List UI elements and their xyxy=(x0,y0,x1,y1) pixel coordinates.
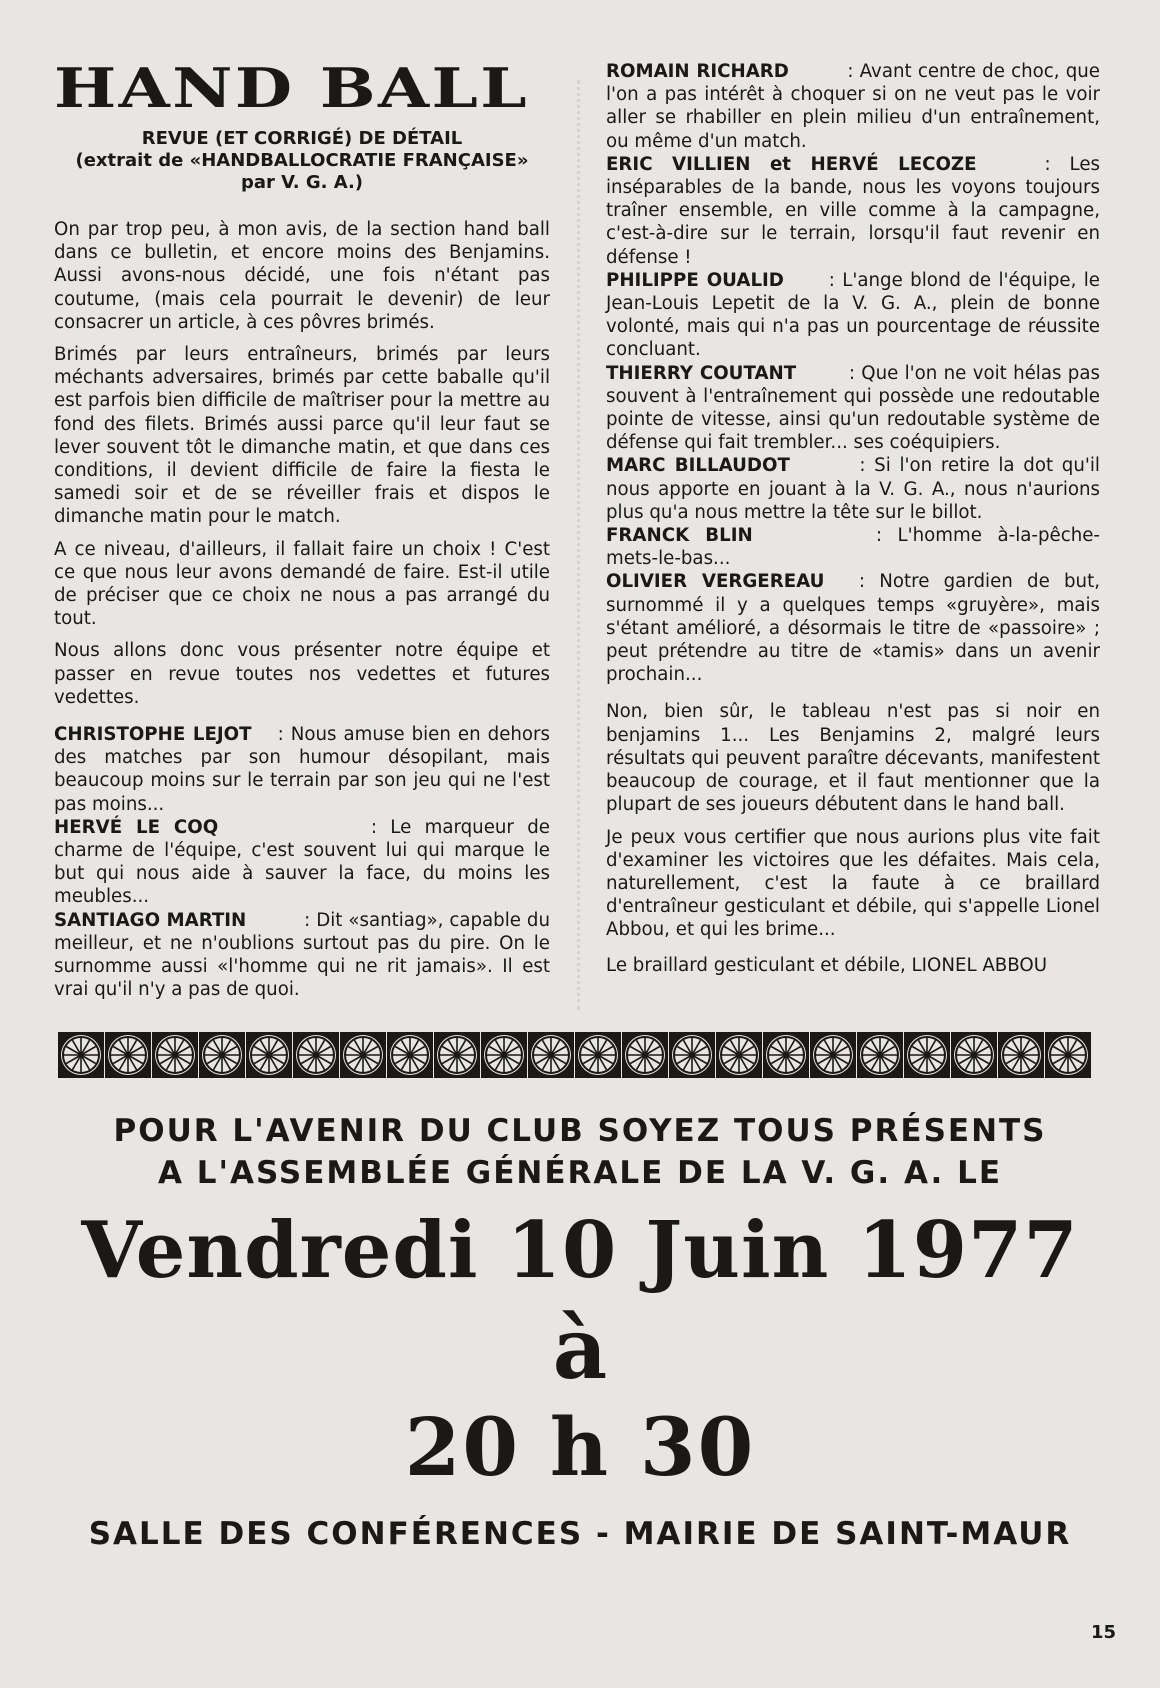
article-title: HAND BALL xyxy=(54,56,530,120)
player-description: : Notre gardien de but, surnommé il y a quelques temps «gruyère», mais s'étant amélioré, a désormais le titre de «passoire» ; peut prétendre au titre de «tamis» dans un avenir prochain... xyxy=(606,571,1100,686)
subtitle-line: (extrait de «HANDBALLOCRATIE FRANÇAISE» xyxy=(75,150,529,171)
wheel-icon xyxy=(716,1032,762,1078)
player-description: : Avant centre de choc, que l'on a pas intérêt à choquer si on ne veut pas le voir aller se rhabiller en plein milieu d'un entraînement, ou même d'un match. xyxy=(606,61,1100,152)
wheel-icon xyxy=(434,1032,480,1078)
player-entry xyxy=(606,524,1100,570)
meeting-venue: SALLE DES CONFÉRENCES - MAIRIE DE SAINT-MAUR xyxy=(88,1516,1072,1552)
wheel-icon xyxy=(246,1032,292,1078)
player-description: : Dit «santiag», capable du meilleur, et ne n'oublions surtout pas du pire. On le surnomme aussi «l'homme qui ne rit jamais». Il est vrai qu'il n'y a pas de quoi. xyxy=(54,909,550,1001)
player-description: : Si l'on retire la dot qu'il nous apporte en jouant à la V. G. A., nous n'aurions plus qu'a nous mettre la tête sur le billot. xyxy=(606,455,1100,523)
player-entry xyxy=(54,816,550,909)
player-name: SANTIAGO MARTIN xyxy=(54,909,247,931)
wheel-icon xyxy=(669,1032,715,1078)
player-description: : L'homme à-la-pêche-mets-le-bas... xyxy=(606,525,1100,570)
wheel-icon xyxy=(857,1032,903,1078)
meeting-time: 20 h 30 xyxy=(404,1400,756,1494)
player-description: : L'ange blond de l'équipe, le Jean-Louis Lepetit de la V. G. A., plein de bonne volonté, mais qui n'a pas un pourcentage de réussite concluant. xyxy=(606,269,1100,361)
wheel-icon xyxy=(904,1032,950,1078)
right-column xyxy=(606,60,1100,986)
player-name: ROMAIN RICHARD xyxy=(606,61,789,82)
player-name: CHRISTOPHE LEJOT xyxy=(54,724,252,746)
player-description: : Le marqueur de charme de l'équipe, c'est souvent lui qui marque le but qui nous aide à sauver la face, du moins les meubles... xyxy=(54,816,550,908)
player-description: : Les inséparables de la bande, nous les voyons toujours traîner ensemble, en ville comme à la campagne, c'est-à-dire sur le terrain, lorsqu'il faut revenir en défense ! xyxy=(606,153,1100,268)
player-name: HERVÉ LE COQ xyxy=(54,816,219,838)
wheel-icon xyxy=(152,1032,198,1078)
intro-paragraph: Brimés par leurs entraîneurs, brimés par leurs méchants adversaires, brimés par cette baballe qu'il est parfois bien difficile de maîtriser pour la mettre au fond des filets. Brimés aussi parce qu'il leur faut se lever souvent tôt le dimanche matin, et que dans ces conditions, il devient difficile de faire la fiesta le samedi soir et de se réveiller frais et dispos le dimanche matin pour le match. xyxy=(54,344,550,528)
page-number: 15 xyxy=(1090,1622,1116,1643)
player-description: : Nous amuse bien en dehors des matches par son humour désopilant, mais beaucoup moins sur le terrain par son jeu qui ne l'est pas moins... xyxy=(54,724,550,815)
meeting-date: Vendredi 10 Juin 1977 xyxy=(81,1205,1079,1296)
signature: Le braillard gesticulant et débile, LIONEL ABBOU xyxy=(606,954,1048,976)
decorative-divider xyxy=(58,1032,1108,1078)
article-subtitle xyxy=(54,128,550,194)
closing-paragraph: Je peux vous certifier que nous aurions plus vite fait d'examiner les victoires que les défaites. Mais cela, naturellement, c'est la faute à ce braillard d'entraîneur gesticulant et débile, qui s'appelle Lionel Abbou, et qui les brime... xyxy=(606,826,1100,941)
player-entry xyxy=(606,153,1100,269)
wheel-icon xyxy=(387,1032,433,1078)
player-entry xyxy=(606,269,1100,362)
wheel-icon xyxy=(105,1032,151,1078)
intro-paragraph: Nous allons donc vous présenter notre équipe et passer en revue toutes nos vedettes et futures vedettes. xyxy=(54,640,550,708)
wheel-icon xyxy=(340,1032,386,1078)
wheel-icon xyxy=(575,1032,621,1078)
player-name: MARC BILLAUDOT xyxy=(606,455,790,477)
player-name: PHILIPPE OUALID xyxy=(606,269,784,291)
announcement-line: A L'ASSEMBLÉE GÉNÉRALE DE LA V. G. A. LE xyxy=(157,1155,1003,1191)
announcement xyxy=(0,1110,1160,1554)
left-column xyxy=(54,58,550,1002)
player-name: THIERRY COUTANT xyxy=(606,362,797,384)
wheel-icon xyxy=(998,1032,1044,1078)
wheel-icon xyxy=(810,1032,856,1078)
subtitle-line: par V. G. A.) xyxy=(240,172,364,193)
player-entry xyxy=(606,362,1100,455)
subtitle-line: REVUE (ET CORRIGÉ) DE DÉTAIL xyxy=(141,128,463,149)
player-list-left xyxy=(54,723,550,1001)
wheel-icon xyxy=(481,1032,527,1078)
announcement-line: POUR L'AVENIR DU CLUB SOYEZ TOUS PRÉSENTS xyxy=(113,1113,1047,1149)
player-name: ERIC VILLIEN et HERVÉ LECOZE xyxy=(606,153,977,175)
player-entry xyxy=(606,570,1100,686)
column-separator xyxy=(577,80,580,1010)
player-entry xyxy=(54,909,550,1002)
wheel-icon xyxy=(293,1032,339,1078)
wheel-icon xyxy=(1045,1032,1091,1078)
player-name: OLIVIER VERGEREAU xyxy=(606,571,825,593)
player-entry xyxy=(606,454,1100,524)
intro-paragraph: A ce niveau, d'ailleurs, il fallait faire un choix ! C'est ce que nous leur avons demandé de faire. Est-il utile de préciser que ce choix ne nous a pas arrangé du tout. xyxy=(54,538,550,630)
intro-paragraph: On par trop peu, à mon avis, de la section hand ball dans ce bulletin, et encore moins des Benjamins. Aussi avons-nous décidé, une fois n'étant pas coutume, (mais cela pourrait le devenir) de leur consacrer un article, à ces pôvres brimés. xyxy=(54,219,550,333)
player-entry xyxy=(54,723,550,816)
player-entry xyxy=(606,60,1100,153)
closing-paragraph: Non, bien sûr, le tableau n'est pas si noir en benjamins 1... Les Benjamins 2, malgré leurs résultats qui peuvent paraître décevants, manifestent beaucoup de courage, et il faut mentionner que la plupart de ses joueurs débutent dans le hand ball. xyxy=(606,701,1100,816)
wheel-icon xyxy=(199,1032,245,1078)
wheel-icon xyxy=(951,1032,997,1078)
wheel-icon xyxy=(58,1032,104,1078)
player-description: : Que l'on ne voit hélas pas souvent à l'entraînement qui possède une redoutable pointe de vitesse, ainsi qu'un redoutable système de défense qui fait trembler... ses coéquipiers. xyxy=(606,362,1100,454)
wheel-icon xyxy=(528,1032,574,1078)
wheel-icon xyxy=(763,1032,809,1078)
meeting-at: à xyxy=(552,1299,608,1398)
wheel-icon xyxy=(622,1032,668,1078)
player-name: FRANCK BLIN xyxy=(606,525,753,547)
